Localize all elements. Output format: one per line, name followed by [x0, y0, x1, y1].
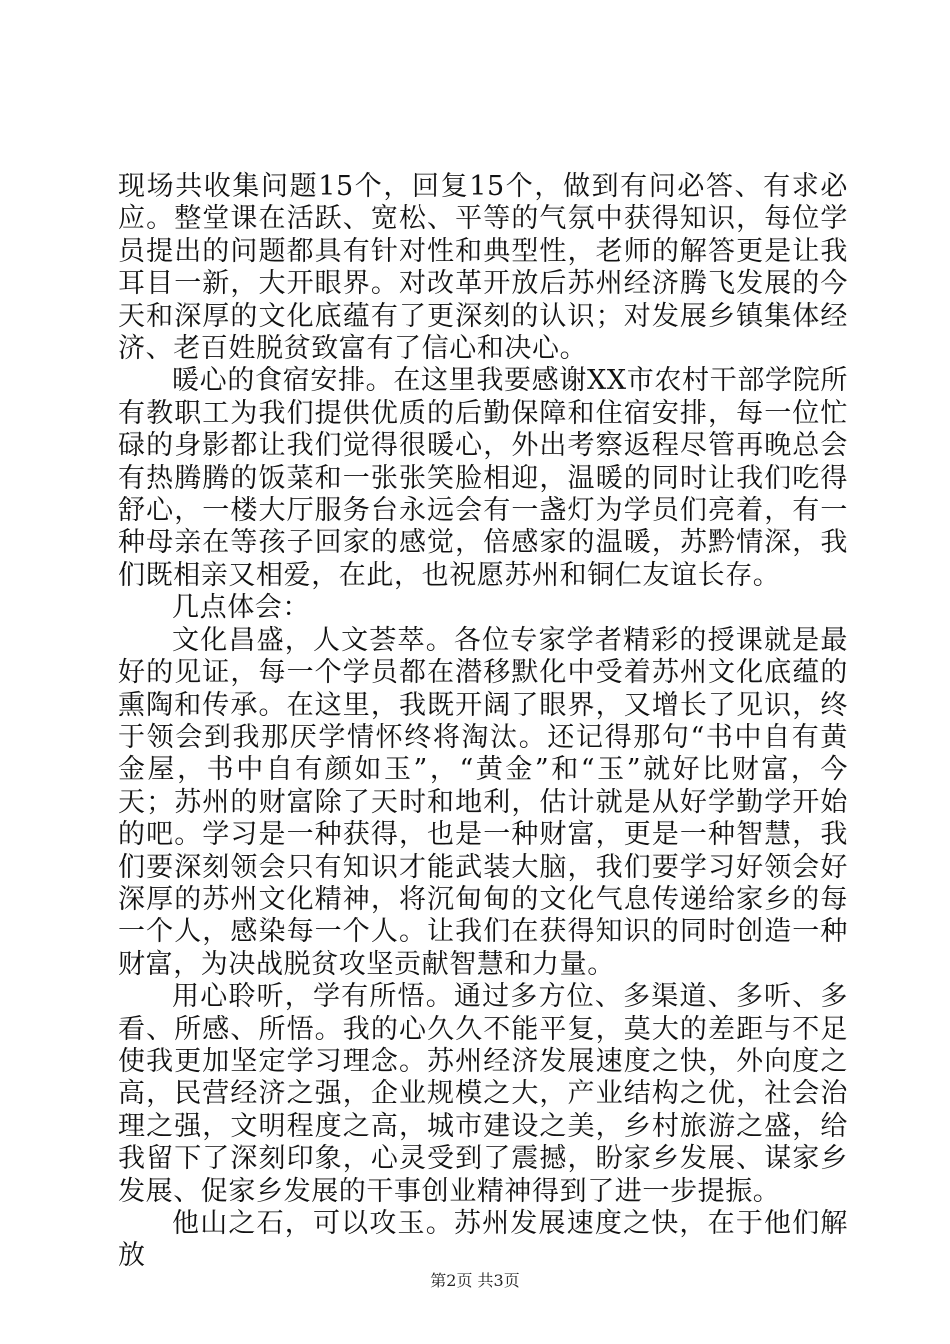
- document-body: [118, 171, 848, 1273]
- paragraph-2: 暖心的食宿安排。在这里我要感谢XX市农村干部学院所有教职工为我们提供优质的后勤保障和住宿安排，每一位忙碌的身影都让我们觉得很暖心，外出考察返程尽管再晚总会有热腾腾的饭菜和一张张笑脸相迎，温暖的同时让我们吃得舒心，一楼大厅服务台永远会有一盏灯为学员们亮着，有一种母亲在等孩子回家的感觉，倍感家的温暖，苏黔情深，我们既相亲又相爱，在此，也祝愿苏州和铜仁友谊长存。: [118, 365, 848, 591]
- paragraph-4: 文化昌盛，人文荟萃。各位专家学者精彩的授课就是最好的见证，每一个学员都在潜移默化中受着苏州文化底蕴的熏陶和传承。在这里，我既开阔了眼界，又增长了见识，终于领会到我那厌学情怀终将淘汰。还记得那句“书中自有黄金屋，书中自有颜如玉”，“黄金”和“玉”就好比财富，今天；苏州的财富除了天时和地利，估计就是从好学勤学开始的吧。学习是一种获得，也是一种财富，更是一种智慧，我们要深刻领会只有知识才能武装大脑，我们要学习好领会好深厚的苏州文化精神，将沉甸甸的文化气息传递给家乡的每一个人，感染每一个人。让我们在获得知识的同时创造一种财富，为决战脱贫攻坚贡献智慧和力量。: [118, 624, 848, 980]
- paragraph-6: 他山之石，可以攻玉。苏州发展速度之快，在于他们解放: [118, 1208, 848, 1272]
- paragraph-3: 几点体会：: [172, 592, 310, 624]
- paragraph-1: 现场共收集问题15个，回复15个，做到有问必答、有求必应。整堂课在活跃、宽松、平等的气氛中获得知识，每位学员提出的问题都具有针对性和典型性，老师的解答更是让我耳目一新，大开眼界。对改革开放后苏州经济腾飞发展的今天和深厚的文化底蕴有了更深刻的认识；对发展乡镇集体经济、老百姓脱贫致富有了信心和决心。: [118, 171, 848, 365]
- paragraph-5: 用心聆听，学有所悟。通过多方位、多渠道、多听、多看、所感、所悟。我的心久久不能平复，莫大的差距与不足使我更加坚定学习理念。苏州经济发展速度之快，外向度之高，民营经济之强，企业规模之大，产业结构之优，社会治理之强，文明程度之高，城市建设之美，乡村旅游之盛，给我留下了深刻印象，心灵受到了震撼，盼家乡发展、谋家乡发展、促家乡发展的干事创业精神得到了进一步提振。: [118, 981, 848, 1207]
- page-footer: 第2页 共3页: [430, 1271, 520, 1290]
